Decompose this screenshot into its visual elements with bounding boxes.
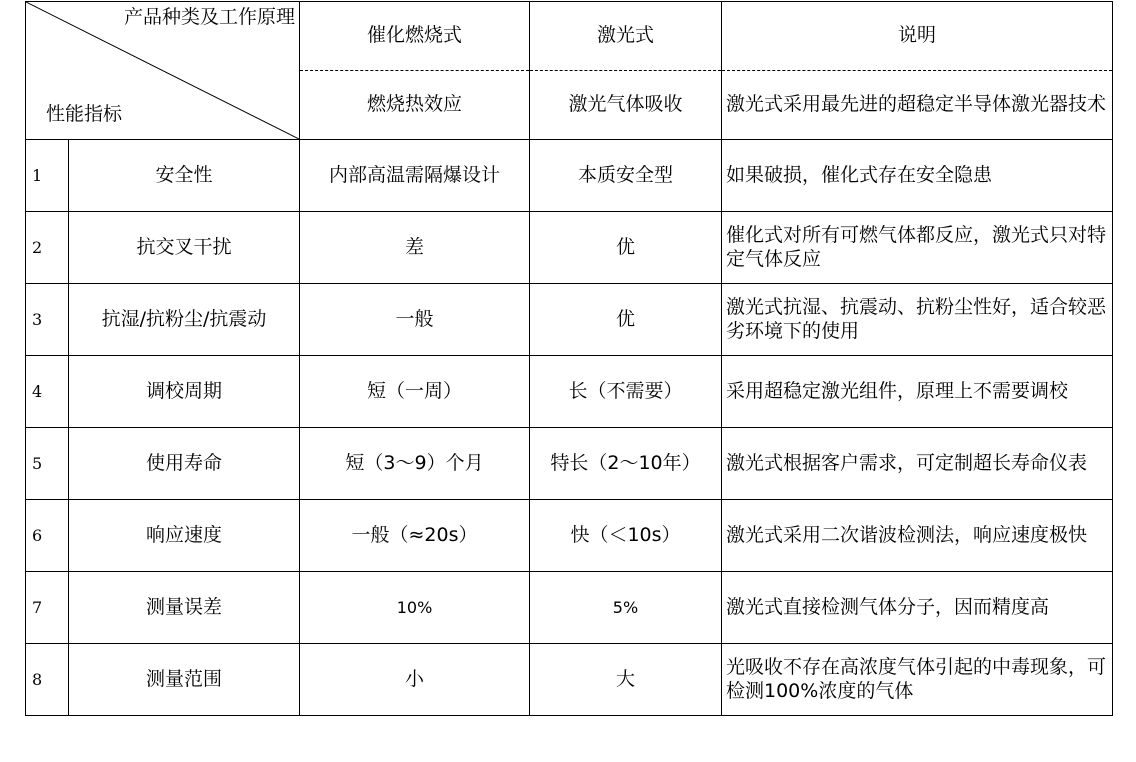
- col-header-catalytic: 催化燃烧式: [300, 2, 530, 71]
- laser-value: 长（不需要）: [530, 356, 722, 428]
- laser-value: 优: [530, 212, 722, 284]
- row-number: 4: [26, 356, 69, 428]
- metric-name: 调校周期: [69, 356, 300, 428]
- row-number: 8: [26, 644, 69, 716]
- metric-name: 测量范围: [69, 644, 300, 716]
- col-header-laser: 激光式: [530, 2, 722, 71]
- note-text: 激光式根据客户需求，可定制超长寿命仪表: [722, 428, 1113, 500]
- table-row: [26, 500, 1113, 572]
- metric-name: 安全性: [69, 140, 300, 212]
- table-row: [26, 572, 1113, 644]
- catalytic-value: 一般: [300, 284, 530, 356]
- laser-value: 大: [530, 644, 722, 716]
- note-text: 采用超稳定激光组件，原理上不需要调校: [722, 356, 1113, 428]
- table-row: [26, 356, 1113, 428]
- laser-value: 特长（2～10年）: [530, 428, 722, 500]
- row-number: 1: [26, 140, 69, 212]
- principle-laser: 激光气体吸收: [530, 71, 722, 140]
- table-row: [26, 644, 1113, 716]
- note-text: 催化式对所有可燃气体都反应，激光式只对特定气体反应: [722, 212, 1113, 284]
- laser-value: 快（＜10s）: [530, 500, 722, 572]
- laser-value: 本质安全型: [530, 140, 722, 212]
- row-number: 2: [26, 212, 69, 284]
- note-text: 激光式采用二次谐波检测法，响应速度极快: [722, 500, 1113, 572]
- metric-name: 响应速度: [69, 500, 300, 572]
- row-number: 5: [26, 428, 69, 500]
- note-text: 激光式直接检测气体分子，因而精度高: [722, 572, 1113, 644]
- note-text: 激光式抗湿、抗震动、抗粉尘性好，适合较恶劣环境下的使用: [722, 284, 1113, 356]
- catalytic-value: 短（3～9）个月: [300, 428, 530, 500]
- row-number: 7: [26, 572, 69, 644]
- metric-name: 抗交叉干扰: [69, 212, 300, 284]
- table-row: [26, 212, 1113, 284]
- table-row: [26, 140, 1113, 212]
- corner-label-product-type: 产品种类及工作原理: [123, 6, 295, 28]
- table-row: [26, 428, 1113, 500]
- row-number: 6: [26, 500, 69, 572]
- principle-note: 激光式采用最先进的超稳定半导体激光器技术: [722, 71, 1113, 140]
- comparison-table: [25, 1, 1113, 716]
- metric-name: 使用寿命: [69, 428, 300, 500]
- laser-value: 优: [530, 284, 722, 356]
- catalytic-value: 短（一周）: [300, 356, 530, 428]
- catalytic-value: 10%: [300, 572, 530, 644]
- metric-name: 测量误差: [69, 572, 300, 644]
- principle-catalytic: 燃烧热效应: [300, 71, 530, 140]
- catalytic-value: 一般（≈20s）: [300, 500, 530, 572]
- catalytic-value: 差: [300, 212, 530, 284]
- corner-header-cell: [26, 2, 300, 140]
- catalytic-value: 小: [300, 644, 530, 716]
- note-text: 光吸收不存在高浓度气体引起的中毒现象，可检测100%浓度的气体: [722, 644, 1113, 716]
- header-row-names: [26, 2, 1113, 71]
- note-text: 如果破损，催化式存在安全隐患: [722, 140, 1113, 212]
- corner-label-metric: 性能指标: [46, 103, 123, 126]
- laser-value: 5%: [530, 572, 722, 644]
- row-number: 3: [26, 284, 69, 356]
- metric-name: 抗湿/抗粉尘/抗震动: [69, 284, 300, 356]
- col-header-note: 说明: [722, 2, 1113, 71]
- catalytic-value: 内部高温需隔爆设计: [300, 140, 530, 212]
- table-row: [26, 284, 1113, 356]
